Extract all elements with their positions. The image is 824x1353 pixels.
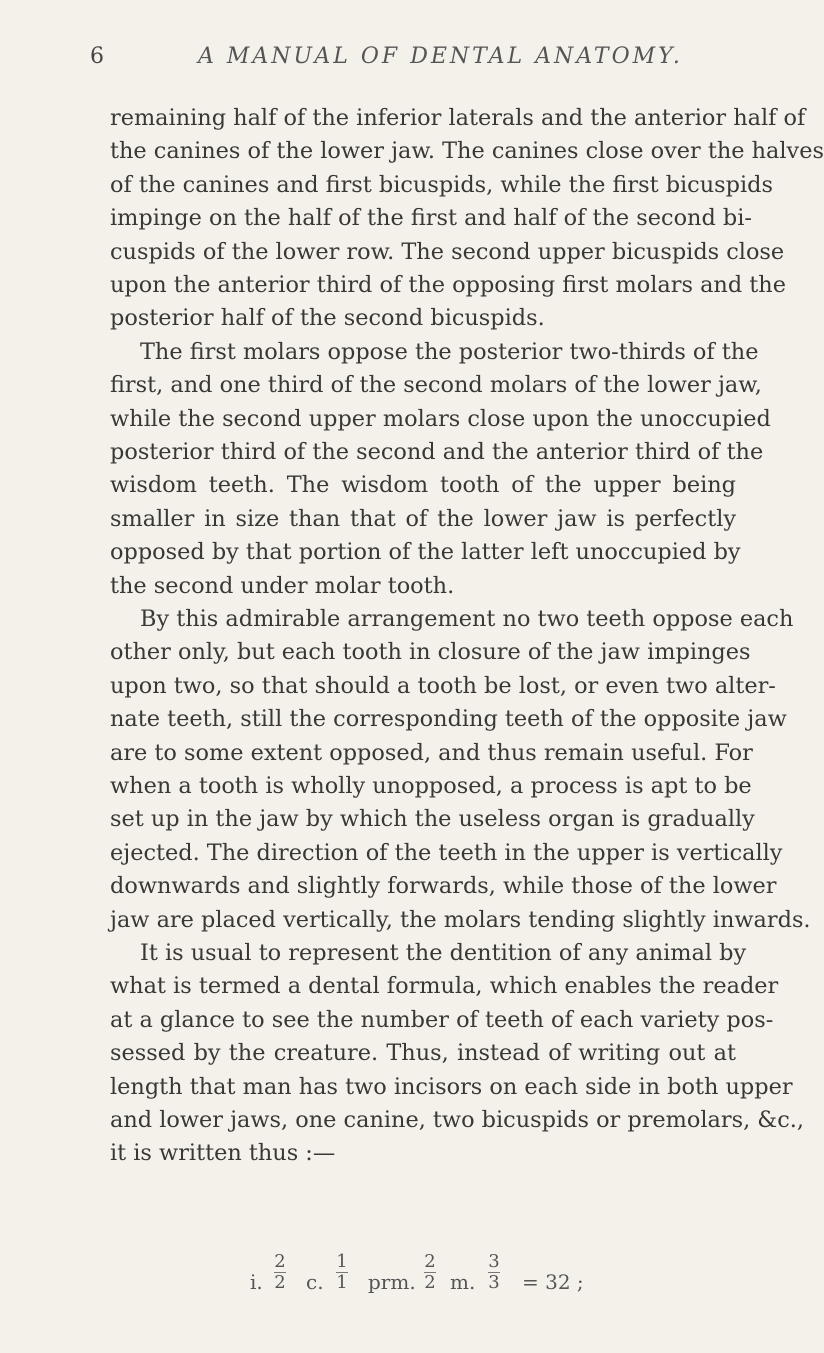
text-line: wisdom teeth. The wisdom tooth of the upper being xyxy=(110,472,736,499)
text-line: posterior half of the second bicuspids. xyxy=(110,305,545,332)
formula-molar-lower: 3 xyxy=(488,1272,500,1293)
text-line: upon two, so that should a tooth be lost, or even two alter- xyxy=(110,672,776,699)
dental-formula xyxy=(250,1252,670,1312)
text-line: The first molars oppose the posterior two-thirds of the xyxy=(140,338,759,365)
formula-molar-fraction xyxy=(486,1252,502,1293)
formula-canine-upper: 1 xyxy=(336,1251,348,1272)
formula-total: = 32 ; xyxy=(522,1270,584,1294)
text-line: of the canines and first bicuspids, while the first bicuspids xyxy=(110,171,773,198)
text-line: the second under molar tooth. xyxy=(110,572,455,599)
text-line: the canines of the lower jaw. The canines close over the halves xyxy=(110,138,824,165)
formula-molar-upper: 3 xyxy=(488,1251,500,1272)
text-line: are to some extent opposed, and thus remain useful. For xyxy=(110,739,753,766)
text-line: what is termed a dental formula, which enables the reader xyxy=(110,973,779,1000)
formula-canine-fraction xyxy=(334,1252,350,1293)
text-line: other only, but each tooth in closure of the jaw impinges xyxy=(110,639,751,666)
text-line: downwards and slightly forwards, while those of the lower xyxy=(110,873,777,900)
formula-incisor-fraction xyxy=(272,1252,288,1293)
text-line: posterior third of the second and the anterior third of the xyxy=(110,439,764,465)
text-line: length that man has two incisors on each side in both upper xyxy=(110,1073,793,1100)
text-line: jaw are placed vertically, the molars tending slightly inwards. xyxy=(110,906,811,933)
text-line: opposed by that portion of the latter left unoccupied by xyxy=(110,539,741,566)
formula-canine-label: c. xyxy=(306,1270,324,1294)
text-line: nate teeth, still the corresponding teeth of the opposite jaw xyxy=(110,706,787,733)
text-line: smaller in size than that of the lower jaw is perfectly xyxy=(110,505,736,532)
text-line: while the second upper molars close upon the unoccupied xyxy=(110,405,771,432)
text-line: first, and one third of the second molars of the lower jaw, xyxy=(110,372,762,399)
text-line: impinge on the half of the first and half of the second bi- xyxy=(110,205,752,232)
text-line: when a tooth is wholly unopposed, a process is apt to be xyxy=(110,773,752,799)
text-line: and lower jaws, one canine, two bicuspids or premolars, &c., xyxy=(110,1107,805,1133)
text-line: remaining half of the inferior laterals and the anterior half of xyxy=(110,105,806,131)
formula-premolar-fraction xyxy=(422,1252,438,1293)
formula-incisor-lower: 2 xyxy=(274,1272,286,1293)
formula-premolar-label: prm. xyxy=(368,1270,416,1294)
formula-premolar-upper: 2 xyxy=(424,1251,436,1272)
text-line: ejected. The direction of the teeth in the upper is vertically xyxy=(110,839,783,866)
formula-molar-label: m. xyxy=(450,1270,476,1294)
text-line: By this admirable arrangement no two teeth oppose each xyxy=(140,606,794,632)
text-line: it is written thus :— xyxy=(110,1140,336,1167)
text-line: at a glance to see the number of teeth of each variety pos- xyxy=(110,1006,774,1033)
page-header xyxy=(90,44,750,84)
formula-premolar-lower: 2 xyxy=(424,1272,436,1293)
text-line: upon the anterior third of the opposing first molars and the xyxy=(110,272,786,298)
text-line: set up in the jaw by which the useless organ is gradually xyxy=(110,806,755,833)
text-line: cuspids of the lower row. The second upper bicuspids close xyxy=(110,238,785,265)
running-title: A MANUAL OF DENTAL ANATOMY. xyxy=(198,44,683,69)
text-line: sessed by the creature. Thus, instead of writing out at xyxy=(110,1040,736,1067)
text-line: It is usual to represent the dentition of any animal by xyxy=(140,940,747,966)
page-number: 6 xyxy=(90,44,105,69)
formula-incisor-upper: 2 xyxy=(274,1251,286,1272)
formula-incisor-label: i. xyxy=(250,1270,263,1294)
formula-canine-lower: 1 xyxy=(336,1272,348,1293)
